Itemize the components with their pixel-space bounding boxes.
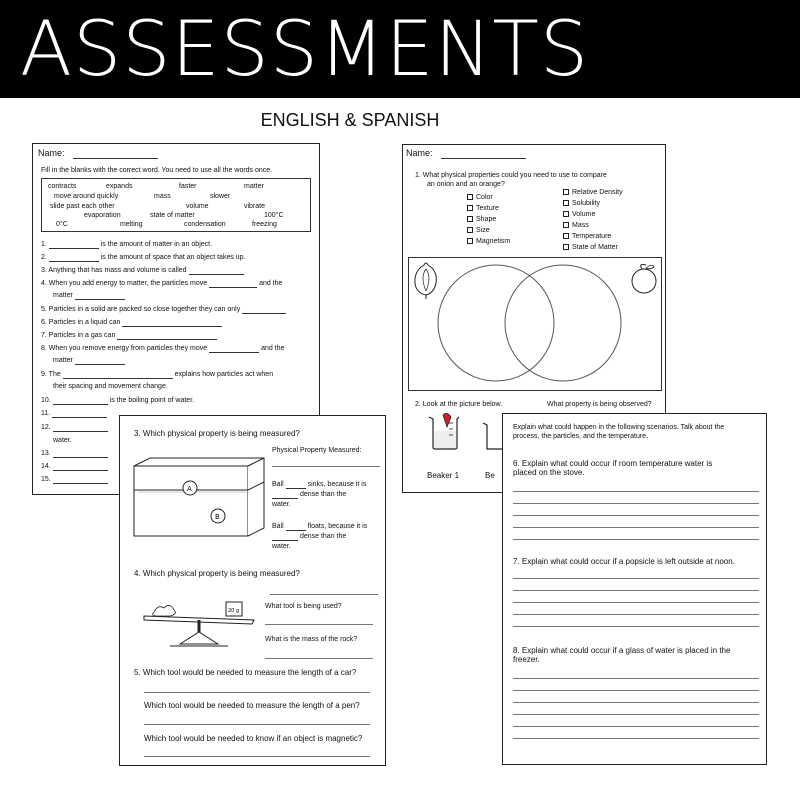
ball-b-sentence: water.	[272, 543, 291, 550]
option-checkbox[interactable]: Solubility	[563, 199, 600, 208]
question-6-continued: placed on the stove.	[513, 468, 585, 477]
question-6: 6. Explain what could occur if room temperature water is	[513, 459, 713, 468]
beaker-icon	[481, 421, 503, 451]
question-continued: water.	[53, 437, 72, 444]
mass-question: What is the mass of the rock?	[265, 636, 358, 643]
question-5c: Which tool would be needed to know if an object is magnetic?	[144, 734, 363, 743]
word-bank-item: condensation	[184, 221, 226, 228]
word-bank	[41, 178, 311, 232]
water-tank-icon	[130, 456, 268, 540]
ball-a-sentence: Ball sinks, because it is	[272, 481, 367, 488]
ball-b-label: B	[215, 513, 220, 521]
word-bank-item: evaporation	[84, 212, 121, 219]
question-continued: their spacing and movement change.	[53, 383, 168, 390]
word-bank-item: contracts	[48, 183, 77, 190]
word-bank-item: freezing	[252, 221, 277, 228]
word-bank-item: mass	[154, 193, 171, 200]
physical-property-label: Physical Property Measured:	[272, 447, 362, 454]
word-bank-item: expands	[106, 183, 133, 190]
option-checkbox[interactable]: Mass	[563, 221, 589, 230]
question-1-continued: an onion and an orange?	[427, 181, 505, 188]
ball-a-label: A	[187, 485, 192, 493]
tool-question: What tool is being used?	[265, 603, 342, 610]
word-bank-item: slide past each other	[50, 203, 115, 210]
question-3: 3. Which physical property is being measured?	[134, 429, 300, 438]
word-bank-item: melting	[120, 221, 143, 228]
beaker-1-label: Beaker 1	[427, 471, 460, 480]
ball-b-sentence: dense than the	[272, 532, 346, 541]
name-label: Name:	[406, 148, 433, 158]
ball-a-sentence: water.	[272, 501, 291, 508]
option-checkbox[interactable]: Color	[467, 193, 493, 202]
option-checkbox[interactable]: Temperature	[563, 232, 611, 241]
name-label: Name:	[38, 148, 65, 158]
subtitle: ENGLISH & SPANISH	[260, 110, 440, 130]
word-bank-item: matter	[244, 183, 264, 190]
question-continued: matter	[53, 356, 125, 365]
question: 10. is the boiling point of water.	[41, 397, 195, 404]
option-checkbox[interactable]: Relative Density	[563, 188, 623, 197]
option-checkbox[interactable]: Size	[467, 226, 490, 235]
word-bank-item: state of matter	[150, 212, 195, 219]
weight-label: 20 g	[228, 608, 240, 614]
question: 14.	[41, 462, 108, 471]
question-5b: Which tool would be needed to measure the length of a pen?	[144, 701, 360, 710]
question-4: 4. Which physical property is being measured?	[134, 569, 300, 578]
question: 2. is the amount of space that an object takes up.	[41, 254, 246, 261]
beaker-2-label: Be	[485, 471, 495, 480]
option-checkbox[interactable]: State of Matter	[563, 243, 618, 252]
question-continued: matter	[53, 291, 125, 300]
question: 9. The explains how particles act when	[41, 371, 274, 378]
word-bank-item: volume	[186, 203, 209, 210]
question-7: 7. Explain what could occur if a popsicle is left outside at noon.	[513, 557, 735, 566]
word-bank-item: 100°C	[264, 212, 284, 219]
banner	[0, 0, 800, 98]
question-1: 1. What physical properties could you need to use to compare	[415, 172, 607, 179]
option-checkbox[interactable]: Volume	[563, 210, 595, 219]
question: 11.	[41, 409, 107, 418]
ball-b-sentence: Ball floats, because it is	[272, 523, 368, 530]
word-bank-item: vibrate	[244, 203, 266, 210]
beaker-icon	[423, 411, 467, 451]
question: 13.	[41, 449, 108, 458]
question-8-continued: freezer.	[513, 655, 540, 664]
worksheet-scenarios	[502, 413, 767, 765]
question-2-prompt: What property is being observed?	[547, 401, 652, 408]
question: 3. Anything that has mass and volume is called	[41, 266, 244, 275]
scenario-intro: Explain what could happen in the following scenarios. Talk about the	[513, 424, 725, 431]
question-5: 5. Which tool would be needed to measure the length of a car?	[134, 668, 357, 677]
option-checkbox[interactable]: Magnetism	[467, 237, 510, 246]
question-8: 8. Explain what could occur if a glass of water is placed in the	[513, 646, 731, 655]
question: 6. Particles in a liquid can	[41, 318, 222, 327]
venn-diagram	[408, 257, 662, 391]
question: 8. When you remove energy from particles they move and the	[41, 345, 285, 352]
word-bank-item: 0°C	[56, 221, 68, 228]
word-bank-item: slower	[210, 193, 231, 200]
question: 15.	[41, 475, 108, 484]
option-checkbox[interactable]: Texture	[467, 204, 499, 213]
question: 7. Particles in a gas can	[41, 331, 217, 340]
question: 12.	[41, 423, 108, 432]
word-bank-item: faster	[179, 183, 197, 190]
question-2: 2. Look at the picture below.	[415, 401, 503, 408]
instructions: Fill in the blanks with the correct word. You need to use all the words once.	[41, 167, 273, 174]
balance-scale-icon	[140, 594, 278, 650]
worksheet-measure-properties	[119, 415, 386, 766]
question: 5. Particles in a solid are packed so close together they can only	[41, 305, 286, 314]
question: 4. When you add energy to matter, the particles move and the	[41, 280, 283, 287]
option-checkbox[interactable]: Shape	[467, 215, 496, 224]
scenario-intro: process, the particles, and the temperature.	[513, 433, 649, 440]
word-bank-item: move around quickly	[54, 193, 119, 200]
question: 1. is the amount of matter in an object.	[41, 241, 213, 248]
banner-title: ASSESSMENTS	[20, 4, 590, 93]
ball-a-sentence: dense than the	[272, 490, 346, 499]
